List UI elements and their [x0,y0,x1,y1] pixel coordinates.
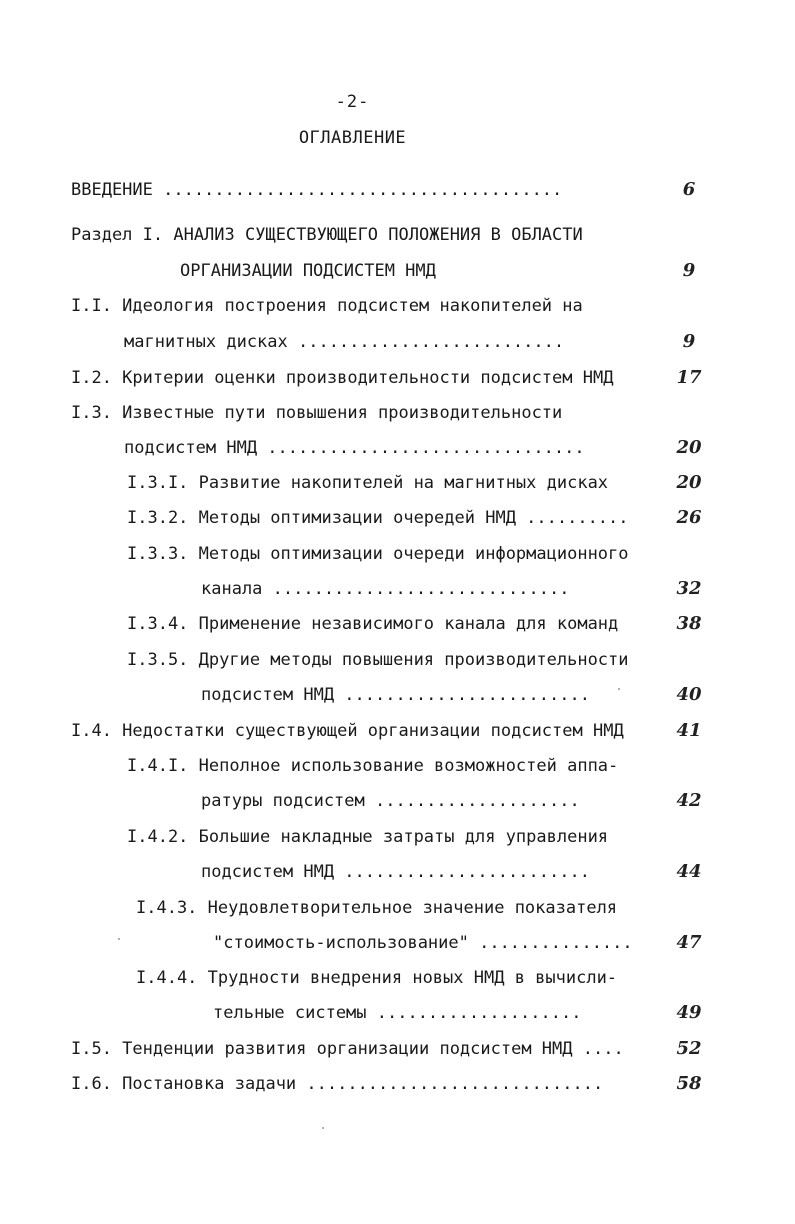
toc-entry-text: I.4. Недостатки существующей организации подсистем НМД [71,721,624,741]
toc-entry-text: I.I. Идеология построения подсистем накопителей на [71,296,583,316]
toc-entry-page: 40 [676,684,702,705]
page-number: -2- [335,92,370,112]
toc-entry-text: I.5. Тенденции развития организации подсистем НМД .... [71,1039,624,1059]
toc-entry-page: 6 [682,179,696,200]
toc-entry-page: 26 [676,507,702,528]
scan-speck [322,1127,324,1129]
toc-entry-page: 41 [676,720,702,741]
scan-speck [118,938,120,940]
toc-entry-text: Раздел I. АНАЛИЗ СУЩЕСТВУЮЩЕГО ПОЛОЖЕНИЯ В ОБЛАСТИ [71,225,583,245]
toc-entry-text: канала ............................. [201,579,570,599]
toc-entry-text: "стоимость-использование" ............... [213,933,633,953]
toc-entry-page [664,541,714,567]
toc-entry-page: 20 [676,472,702,493]
toc-entry-page: 49 [676,1002,702,1023]
toc-entry-text: ОРГАНИЗАЦИИ ПОДСИСТЕМ НМД [180,261,436,281]
toc-entry-page [664,965,714,991]
toc-entry-page [664,222,714,248]
toc-entry-text: I.4.I. Неполное использование возможностей аппа- [127,756,619,776]
toc-entry-page [664,895,714,921]
toc-entry-text: I.3.4. Применение независимого канала для команд [127,614,619,634]
toc-entry-text: I.4.4. Трудности внедрения новых НМД в вычисли- [136,968,618,988]
toc-entry-text: I.3.5. Другие методы повышения производительности [127,650,629,670]
toc-entry-page: 42 [676,790,702,811]
toc-entry-text: I.2. Критерии оценки производительности подсистем НМД [71,368,614,388]
toc-entry-text: подсистем НМД ........................ [201,862,590,882]
toc-entry-text: I.4.2. Большие накладные затраты для управления [127,827,609,847]
toc-entry-text: I.3. Известные пути повышения производительности [71,403,563,423]
toc-title: ОГЛАВЛЕНИЕ [298,128,407,148]
toc-entry-page: 52 [676,1038,702,1059]
toc-entry-text: I.4.3. Неудовлетворительное значение показателя [136,898,618,918]
toc-entry-text: I.6. Постановка задачи ............................. [71,1074,604,1094]
toc-entry-text: I.3.2. Методы оптимизации очередей НМД .......... [127,508,629,528]
toc-entry-text: ратуры подсистем .................... [201,791,580,811]
toc-entry-page: 58 [676,1073,702,1094]
toc-entry-text: подсистем НМД ............................... [124,438,585,458]
toc-entry-page: 17 [676,367,702,388]
toc-entry-page [664,824,714,850]
toc-entry-page: 38 [676,613,702,634]
toc-entry-page: 20 [676,437,702,458]
toc-entry-text: магнитных дисках .......................... [124,332,565,352]
toc-entry-page [664,753,714,779]
toc-entry-page: 47 [676,932,702,953]
toc-entry-text: I.3.I. Развитие накопителей на магнитных дисках [127,473,609,493]
toc-entry-page: 32 [676,578,702,599]
toc-entry-page: 9 [682,260,696,281]
toc-entry-text: ВВЕДЕНИЕ ....................................... [71,180,563,200]
toc-entry-page: 9 [682,331,696,352]
toc-entry-page [664,293,714,319]
toc-entry-text: тельные системы .................... [213,1003,582,1023]
scan-speck [618,688,620,690]
toc-entry-page: 44 [676,861,702,882]
toc-entry-page [664,400,714,426]
toc-entry-text: I.3.3. Методы оптимизации очереди информационного [127,544,629,564]
toc-entry-text: подсистем НМД ........................ [201,685,590,705]
toc-entry-page [664,647,714,673]
